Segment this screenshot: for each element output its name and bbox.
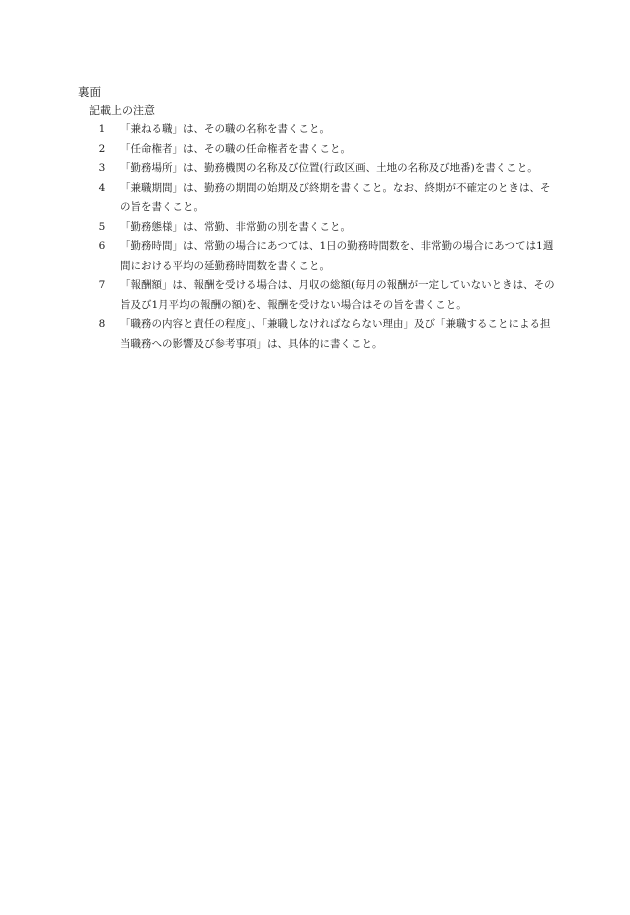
note-text: 「勤務場所」は、勤務機関の名称及び位置(行政区画、土地の名称及び地番)を書くこと。 [120,162,538,174]
list-item [96,159,556,179]
note-number: 4 [98,181,106,194]
note-number: 5 [98,220,106,233]
note-number: 3 [98,162,106,174]
list-item [96,179,556,218]
list-item [96,120,556,140]
note-number: 8 [98,318,106,330]
note-number: 7 [98,279,106,291]
note-text: 「兼ねる職」は、その職の名称を書くこと。 [120,123,330,135]
list-item [96,218,556,238]
note-text: 「兼職期間」は、勤務の期間の始期及び終期を書くこと。なお、終期が不確定のときは、その旨を書くこと。 [120,181,551,213]
list-item [96,315,556,354]
note-text: 「任命権者」は、その職の任命権者を書くこと。 [120,142,351,155]
list-item [96,237,556,276]
list-item [96,276,556,315]
note-text: 「職務の内容と責任の程度」、「兼職しなければならない理由」及び「兼職することによる担当職務への影響及び参考事項」は、具体的に書くこと。 [120,318,551,350]
list-item [96,140,556,160]
note-text: 「報酬額」は、報酬を受ける場合は、月収の総額(毎月の報酬が一定していないときは、その旨及び1月平均の報酬の額)を、報酬を受けない場合はその旨を書くこと。 [120,279,555,311]
page-heading: 裏面 [78,85,101,99]
notes-list [96,120,556,354]
section-heading: 記載上の注意 [89,104,155,117]
note-text: 「勤務時間」は、常勤の場合にあつては、1日の勤務時間数を、非常勤の場合にあつては1週間における平均の延勤務時間数を書くこと。 [120,240,554,272]
note-number: 1 [98,123,106,135]
note-number: 2 [98,142,106,155]
note-number: 6 [98,240,106,252]
note-text: 「勤務態様」は、常勤、非常勤の別を書くこと。 [120,220,351,233]
